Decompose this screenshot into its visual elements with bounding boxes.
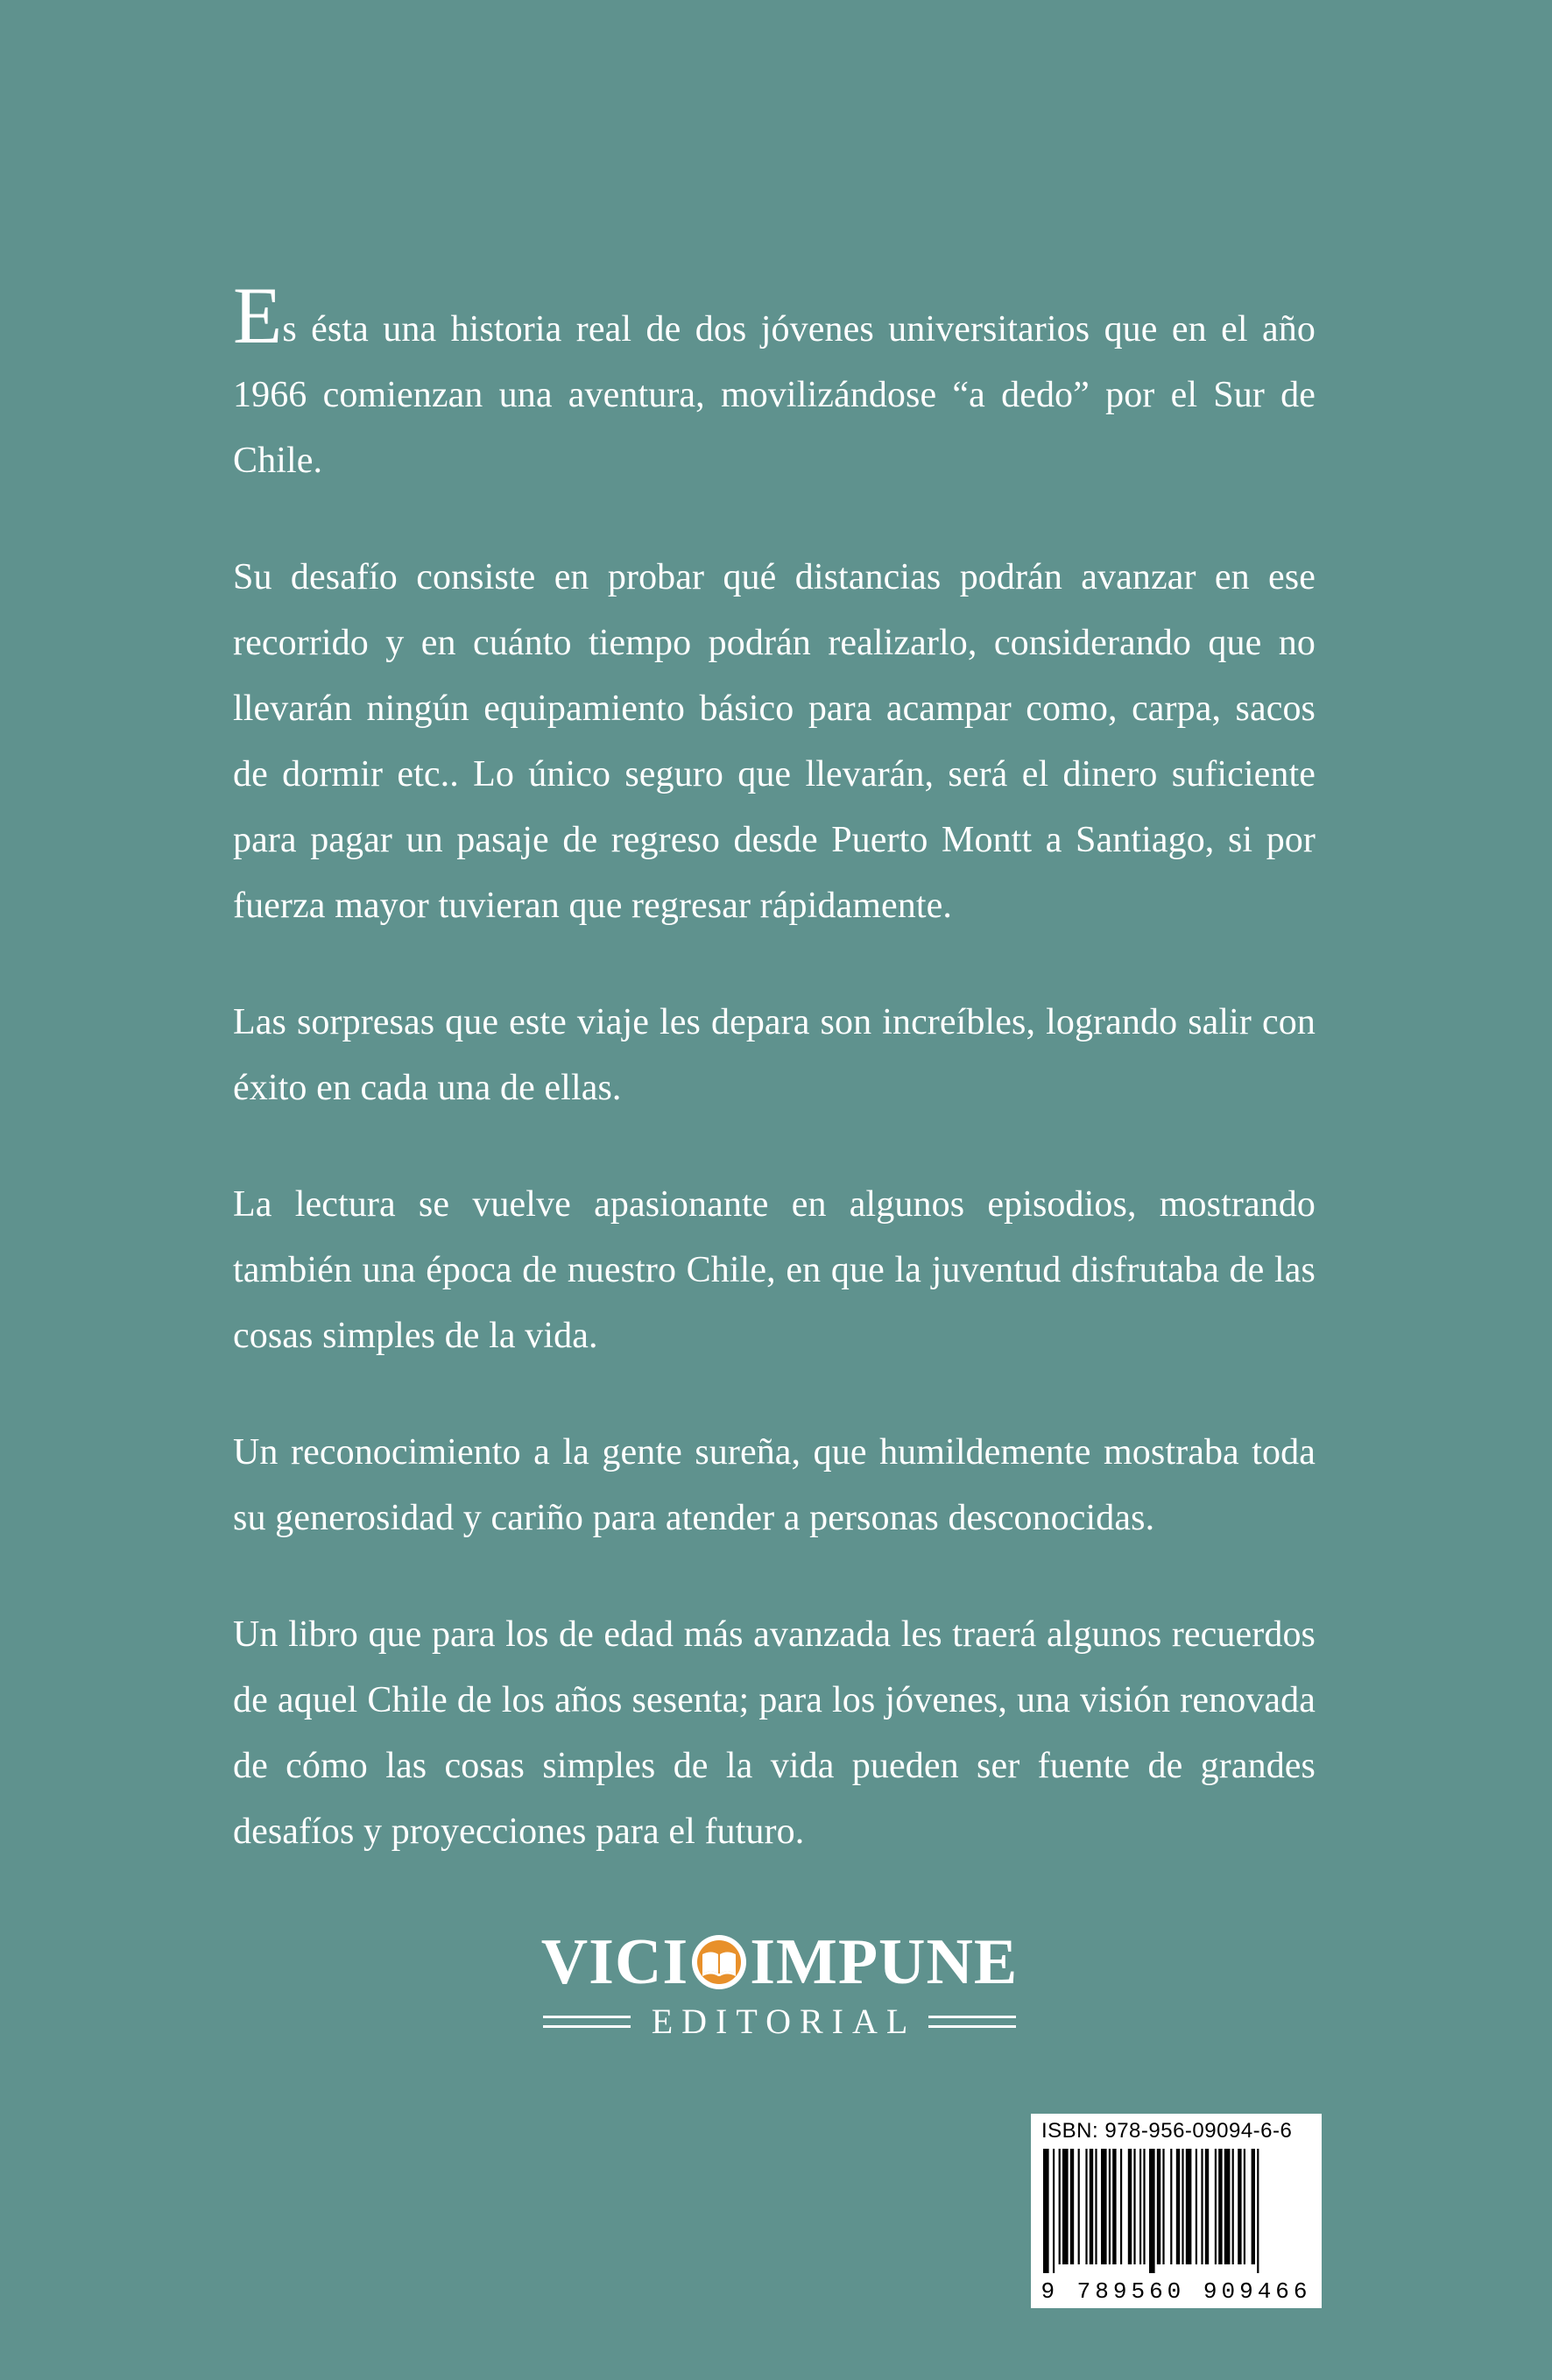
logo-rule-left (543, 2016, 631, 2028)
barcode-bar (1070, 2149, 1074, 2264)
publisher-name-right: IMPUNE (750, 1926, 1019, 1998)
barcode-bar (1257, 2149, 1259, 2273)
barcode-bar (1101, 2149, 1107, 2264)
barcode-bar (1053, 2149, 1055, 2273)
blurb-paragraph-6: Un libro que para los de edad más avanzada les traerá algunos recuerdos de aquel Chile de los años sesenta; para los jóvenes, una visión renovada de cómo las cosas simples de la vida pueden ser fuente de grandes desafíos y proyecciones para el futuro. (233, 1614, 1316, 1852)
barcode-bar (1176, 2149, 1180, 2264)
barcode-bar (1162, 2149, 1164, 2264)
barcode-bar (1139, 2149, 1141, 2264)
barcode-bar (1205, 2149, 1209, 2264)
barcode-bar (1112, 2149, 1116, 2264)
publisher-subtitle-row (526, 2002, 1033, 2041)
barcode-bar (1244, 2149, 1245, 2264)
barcode-bar (1128, 2149, 1132, 2264)
barcode-bar (1170, 2149, 1172, 2264)
barcode-bar (1109, 2149, 1111, 2264)
blurb-paragraph-1-text: s ésta una historia real de dos jóvenes universitarios que en el año 1966 comienzan una aventura, movilizándose “a dedo” por el Sur de Chile. (233, 309, 1316, 481)
barcode-bar (1062, 2149, 1069, 2264)
publisher-subtitle: EDITORIAL (651, 2002, 917, 2041)
barcode-bar (1196, 2149, 1197, 2264)
barcode-bar (1095, 2149, 1097, 2264)
blurb-paragraph-1 (233, 271, 1316, 494)
barcode-bar (1182, 2149, 1183, 2264)
barcode-bar (1186, 2149, 1192, 2264)
isbn-barcode (1031, 2114, 1322, 2308)
logo-rule-right (928, 2016, 1016, 2028)
isbn-digits: 9 789560 909466 (1041, 2278, 1312, 2305)
publisher-logo (526, 1927, 1033, 2041)
barcode-bar (1043, 2149, 1049, 2273)
barcode-bar (1157, 2149, 1160, 2264)
blurb-paragraph-2: Su desafío consiste en probar qué distancias podrán avanzar en ese recorrido y en cuánto tiempo podrán realizarlo, considerando que no llevarán ningún equipamiento básico para acampar como, carpa, sacos de dormir etc.. Lo único seguro que llevarán, será el dinero suficiente para pagar un pasaje de regreso desde Puerto Montt a Santiago, si por fuerza mayor tuvieran que regresar rápidamente. (233, 557, 1316, 926)
barcode-bar (1059, 2149, 1061, 2264)
blurb-paragraph-5: Un reconocimiento a la gente sureña, que humildemente mostraba toda su generosidad y cariño para atender a personas desconocidas. (233, 1432, 1316, 1538)
barcode-bars (1041, 2149, 1311, 2273)
publisher-name-left: VICI (540, 1926, 689, 1998)
blurb-paragraph-3: Las sorpresas que este viaje les depara son increíbles, logrando salir con éxito en cada una de ellas. (233, 1002, 1316, 1108)
barcode-bar (1238, 2149, 1241, 2264)
barcode-bar (1078, 2149, 1080, 2264)
publisher-name (526, 1927, 1033, 1997)
barcode-bar (1215, 2149, 1217, 2264)
back-cover-blurb (233, 271, 1316, 1916)
barcode-bar (1149, 2149, 1155, 2273)
barcode-bar (1201, 2149, 1203, 2264)
barcode-bar (1252, 2149, 1255, 2264)
barcode-bar (1120, 2149, 1122, 2264)
isbn-label: ISBN: 978-956-09094-6-6 (1041, 2119, 1293, 2143)
barcode-bar (1224, 2149, 1231, 2264)
barcode-bar (1143, 2149, 1145, 2264)
barcode-bar (1090, 2149, 1093, 2264)
drop-cap: E (233, 271, 283, 360)
barcode-bar (1085, 2149, 1087, 2264)
blurb-paragraph-4: La lectura se vuelve apasionante en algunos episodios, mostrando también una época de nuestro Chile, en que la juventud disfrutaba de las cosas simples de la vida. (233, 1184, 1316, 1356)
barcode-bar (1133, 2149, 1135, 2264)
barcode-bar (1218, 2149, 1222, 2264)
book-in-circle-icon (690, 1933, 748, 1991)
barcode-bar (1232, 2149, 1234, 2264)
